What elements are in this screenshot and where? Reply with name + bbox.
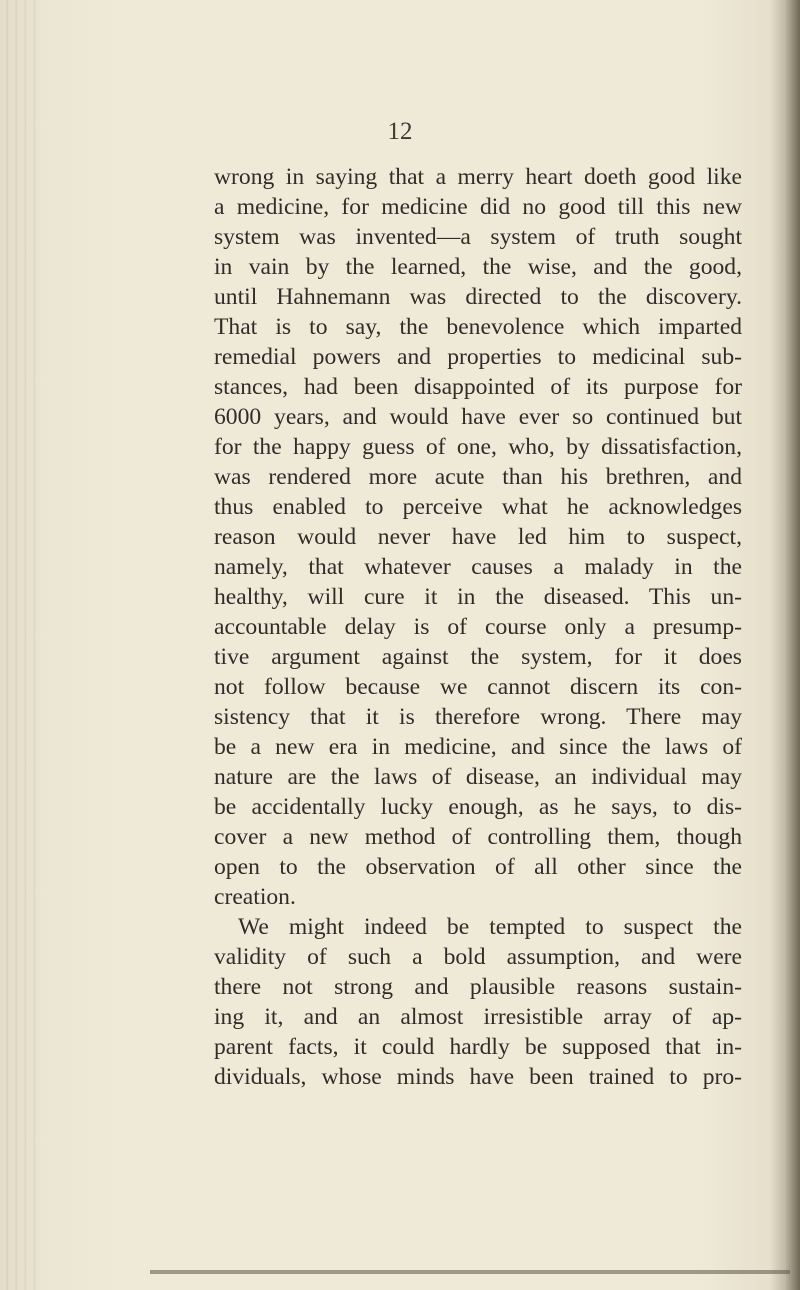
page-number: 12 bbox=[387, 118, 413, 145]
text-line: not follow because we cannot discern its con- bbox=[214, 674, 742, 700]
page-left-edge bbox=[0, 0, 40, 1290]
text-line-paragraph-end: creation. bbox=[214, 884, 296, 910]
text-line: nature are the laws of disease, an individual may bbox=[214, 764, 742, 790]
text-line: cover a new method of controlling them, though bbox=[214, 824, 742, 850]
text-line: 6000 years, and would have ever so continued but bbox=[214, 404, 742, 430]
text-line: reason would never have led him to suspect, bbox=[214, 524, 742, 550]
text-line: namely, that whatever causes a malady in the bbox=[214, 554, 742, 580]
text-line: system was invented—a system of truth sought bbox=[214, 224, 742, 250]
text-line: open to the observation of all other since the bbox=[214, 854, 742, 880]
text-line: stances, had been disappointed of its purpose for bbox=[214, 374, 742, 400]
text-line: be a new era in medicine, and since the laws of bbox=[214, 734, 742, 760]
text-line: That is to say, the benevolence which imparted bbox=[214, 314, 742, 340]
text-line: until Hahnemann was directed to the discovery. bbox=[214, 284, 742, 310]
text-line-paragraph-start: We might indeed be tempted to suspect the bbox=[238, 914, 742, 940]
text-line: remedial powers and properties to medicinal sub- bbox=[214, 344, 742, 370]
text-line: a medicine, for medicine did no good till this new bbox=[214, 194, 742, 220]
text-line: dividuals, whose minds have been trained to pro- bbox=[214, 1064, 742, 1090]
text-line: tive argument against the system, for it does bbox=[214, 644, 742, 670]
text-line: be accidentally lucky enough, as he says, to dis- bbox=[214, 794, 742, 820]
text-line: thus enabled to perceive what he acknowledges bbox=[214, 494, 742, 520]
text-line: sistency that it is therefore wrong. There may bbox=[214, 704, 742, 730]
text-line: wrong in saying that a merry heart doeth good like bbox=[214, 164, 742, 190]
text-line: parent facts, it could hardly be supposed that in- bbox=[214, 1034, 742, 1060]
text-line: accountable delay is of course only a presump- bbox=[214, 614, 742, 640]
text-line: in vain by the learned, the wise, and the good, bbox=[214, 254, 742, 280]
text-line: healthy, will cure it in the diseased. This un- bbox=[214, 584, 742, 610]
text-line: validity of such a bold assumption, and were bbox=[214, 944, 742, 970]
text-line: there not strong and plausible reasons sustain- bbox=[214, 974, 742, 1000]
page-bottom-shadow bbox=[150, 1270, 790, 1274]
body-text bbox=[214, 162, 742, 1092]
page-right-edge bbox=[786, 0, 800, 1290]
text-line: for the happy guess of one, who, by dissatisfaction, bbox=[214, 434, 742, 460]
text-line: ing it, and an almost irresistible array of ap- bbox=[214, 1004, 742, 1030]
text-line: was rendered more acute than his brethren, and bbox=[214, 464, 742, 490]
